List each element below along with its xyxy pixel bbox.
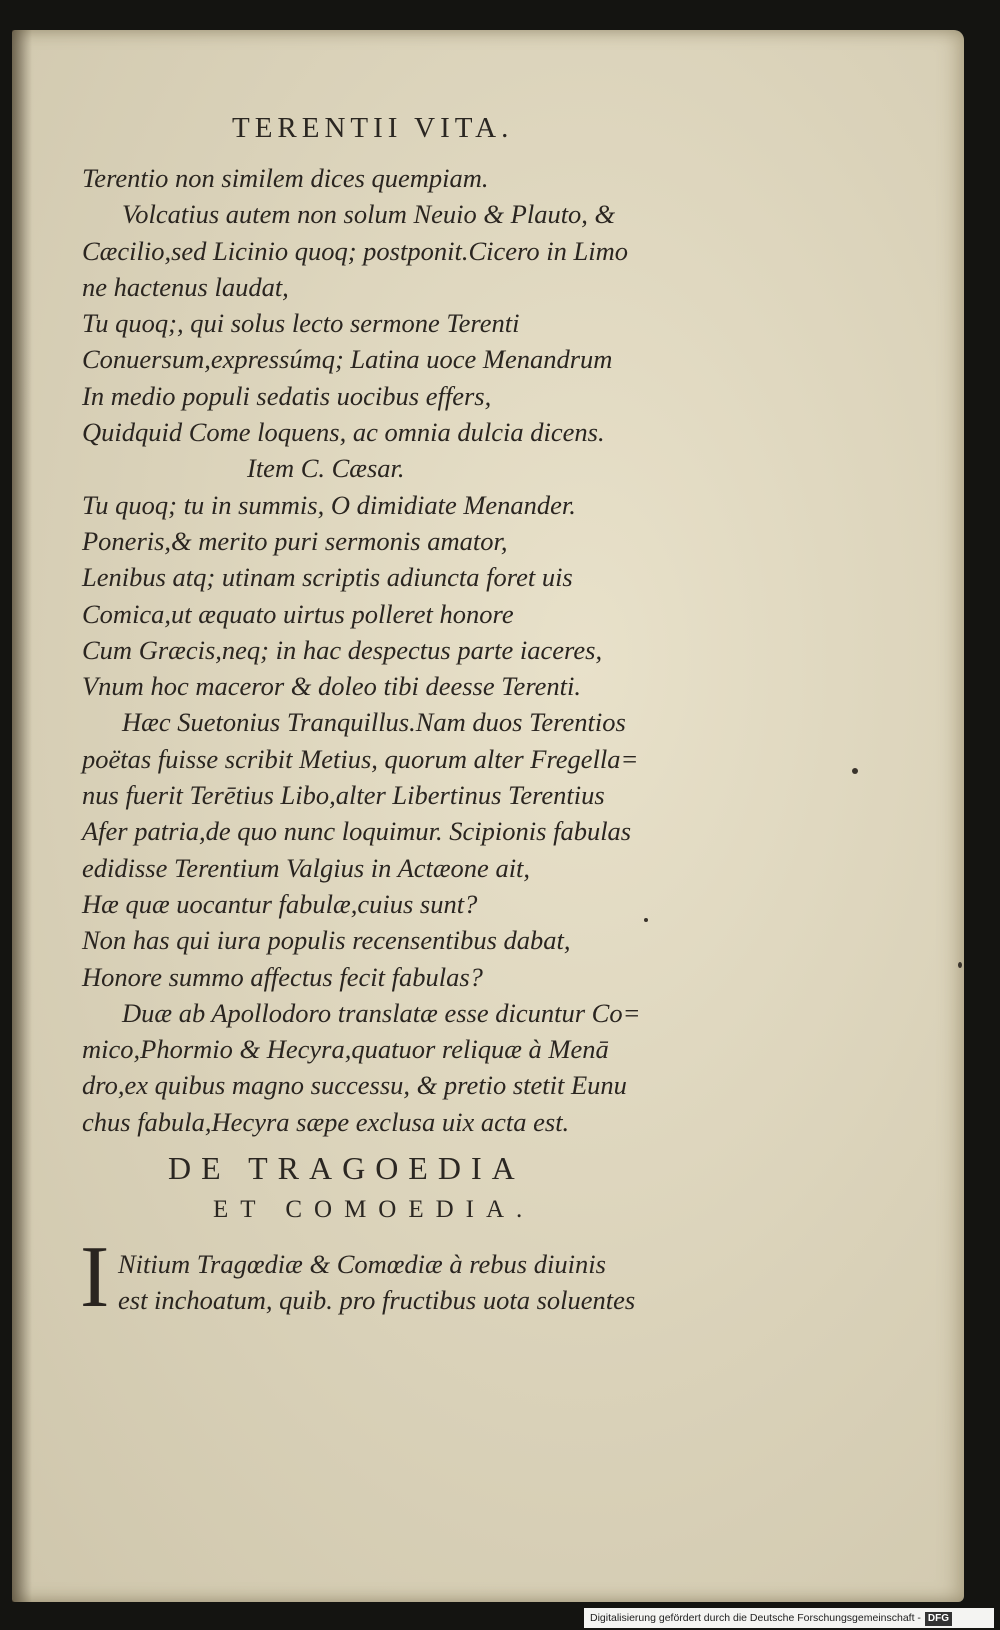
text-line: Tu quoq; tu in summis, O dimidiate Menander.	[82, 489, 576, 520]
text-line: dro,ex quibus magno successu, & pretio stetit Eunu	[82, 1070, 627, 1101]
text-line: In medio populi sedatis uocibus effers,	[82, 380, 492, 411]
text-line: mico,Phormio & Hecyra,quatuor reliquæ à Menā	[82, 1034, 609, 1065]
text-line: poëtas fuisse scribit Metius, quorum alter Fregella=	[82, 743, 639, 774]
text-line: Tu quoq;, qui solus lecto sermone Terenti	[82, 308, 520, 339]
dfg-logo: DFG	[925, 1612, 952, 1626]
text-line: ne hactenus laudat,	[82, 271, 289, 302]
text-line: Hæc Suetonius Tranquillus.Nam duos Terentios	[122, 707, 626, 738]
text-line: Vnum hoc maceror & doleo tibi deesse Terenti.	[82, 671, 582, 702]
section-subtitle: ET COMOEDIA.	[213, 1196, 535, 1223]
text-line: Cæcilio,sed Licinio quoq; postponit.Cicero in Limo	[82, 235, 628, 266]
drop-cap: I	[80, 1229, 110, 1326]
text-line: Item C. Cæsar.	[247, 453, 405, 484]
ink-speck	[644, 918, 648, 922]
page-gutter-shadow	[12, 30, 32, 1602]
paragraph-text	[118, 1246, 708, 1319]
text-line: Conuersum,expressúmq; Latina uoce Menandrum	[82, 344, 613, 375]
text-line: nus fuerit Terētius Libo,alter Libertinus Terentius	[82, 780, 605, 811]
text-line: Poneris,& merito puri sermonis amator,	[82, 525, 508, 556]
digitization-footer	[584, 1608, 994, 1628]
text-line: Nitium Tragœdiæ & Comœdiæ à rebus diuinis	[118, 1249, 606, 1279]
text-line: Comica,ut æquato uirtus polleret honore	[82, 598, 514, 629]
text-line: chus fabula,Hecyra sæpe exclusa uix acta est.	[82, 1106, 570, 1137]
text-line: Afer patria,de quo nunc loquimur. Scipionis fabulas	[82, 816, 632, 847]
footer-text: Digitalisierung gefördert durch die Deutsche Forschungsgemeinschaft -	[590, 1612, 921, 1624]
text-line: Lenibus atq; utinam scriptis adiuncta foret uis	[82, 562, 573, 593]
text-line: Hæ quæ uocantur fabulæ,cuius sunt?	[82, 888, 478, 919]
text-line: Honore summo affectus fecit fabulas?	[82, 961, 483, 992]
text-line: Volcatius autem non solum Neuio & Plauto, &	[122, 199, 616, 230]
text-line: Quidquid Come loquens, ac omnia dulcia dicens.	[82, 417, 605, 448]
ink-speck	[852, 768, 858, 774]
running-header: TERENTII VITA.	[232, 112, 514, 144]
text-line: Terentio non similem dices quempiam.	[82, 163, 489, 193]
text-line: edidisse Terentium Valgius in Actæone ait,	[82, 852, 531, 883]
ink-speck	[958, 962, 962, 968]
text-line: Duæ ab Apollodoro translatæ esse dicuntur Co=	[122, 997, 641, 1028]
main-text	[82, 160, 702, 1140]
text-line: est inchoatum, quib. pro fructibus uota soluentes	[118, 1285, 636, 1316]
text-line: Non has qui iura populis recensentibus dabat,	[82, 925, 571, 956]
section-title: DE TRAGOEDIA	[168, 1150, 525, 1186]
text-line: Cum Græcis,neq; in hac despectus parte iaceres,	[82, 634, 603, 665]
